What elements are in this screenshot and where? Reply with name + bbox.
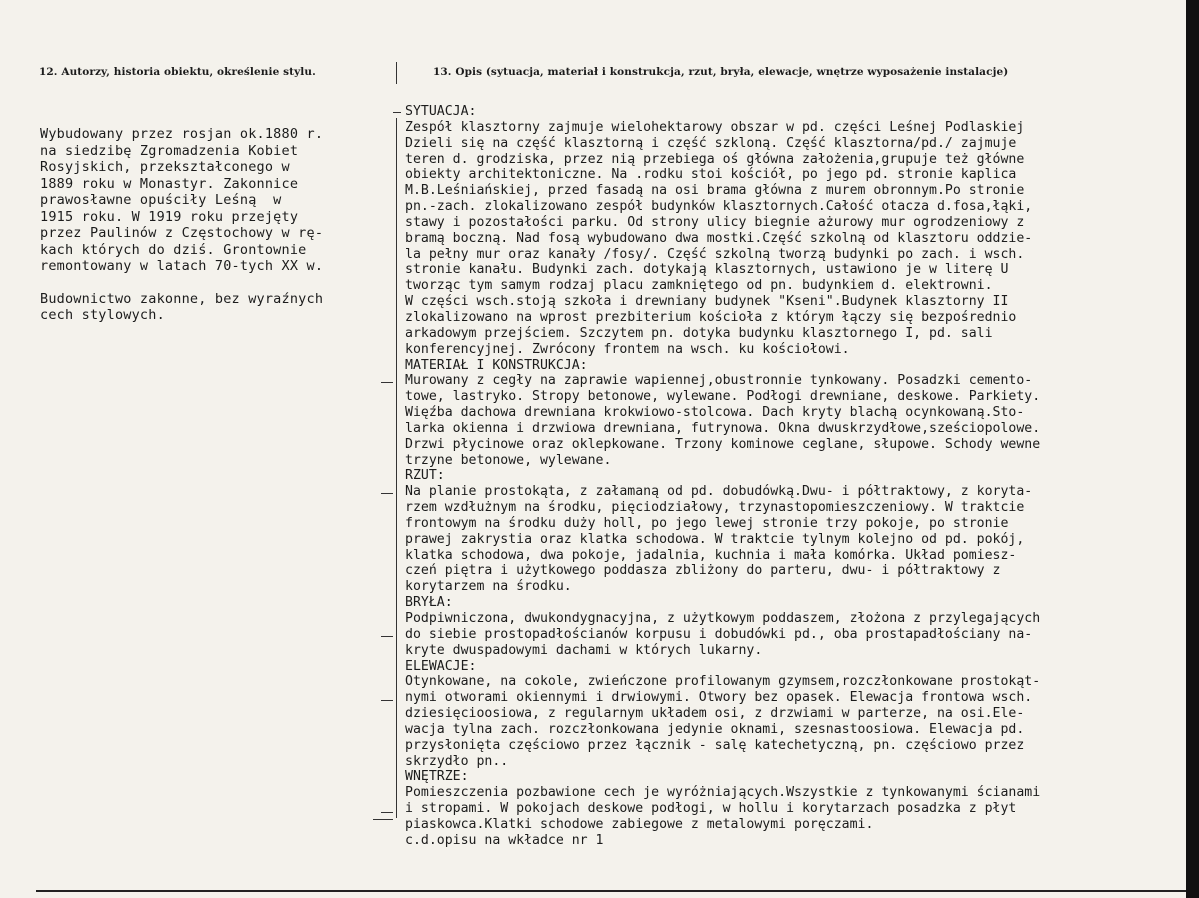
description-column xyxy=(405,104,1190,849)
section-text: Zespół klasztorny zajmuje wielohektarowy obszar w pd. części Leśnej Podlaskiej Dzieli się na część klasztorną i część szkloną. Część klasztorna/pd./ zajmuje teren d. grodziska, przez nią przebiega oś główna założenia,grupuje też główne obiekty architektoniczne. Na .rodku stoi kościół, po jego pd. stronie kaplica M.B.Leśniańskiej, przed fasadą na osi brama główna z murem obronnym.Po stronie pn.-zach. zlokalizowano zespół budynków klasztornych.Całość otacza d.fosa,łąki, stawy i pozostałości parku. Od strony ulicy biegnie ażurowy mur ogrodzeniowy z bramą boczną. Nad fosą wybudowano dwa mostki.Część szkolną od klasztoru oddzie- la pełny mur oraz kanały /fosy/. Część szkolną tworzą budynki po zach. i wsch. stronie kanału. Budynki zach. dotykają klasztornych, ustawiono je w literę U tworząc tym samym rodzaj placu zamkniętego od pn. budynkiem d. elektrowni. W części wsch.stoją szkoła i drewniany budynek "Kseni".Budynek klasztorny II zlokalizowano na wprost prezbiterium kościoła z którym łączy się bezpośrednio arkadowym przejściem. Szczytem pn. dotyka budynku klasztornego I, pd. sali konferencyjnej. Zwrócony frontem na wsch. ku kościołowi. xyxy=(405,119,1033,357)
section-elewacje xyxy=(405,659,1190,770)
history-text: Wybudowany przez rosjan ok.1880 r. na siedzibę Zgromadzenia Kobiet Rosyjskich, przekształconego w 1889 roku w Monastyr. Zakonnice prawosławne opuściły Leśną w 1915 roku. W 1919 roku przejęty przez Paulinów z Częstochowy w rę- kach których do dziś. Grontownie remontowany w latach 70-tych XX w. xyxy=(40,126,324,274)
section-heading: MATERIAŁ I KONSTRUKCJA: xyxy=(405,357,588,373)
section-heading: WNĘTRZE: xyxy=(405,769,469,785)
divider-tick xyxy=(393,112,401,113)
divider-tick xyxy=(373,819,393,820)
section-heading: RZUT: xyxy=(405,468,445,484)
style-text: Budownictwo zakonne, bez wyraźnych cech stylowych. xyxy=(40,290,324,323)
section-text: Pomieszczenia pozbawione cech je wyróżniających.Wszystkie z tynkowanymi ścianami i stropami. W pokojach deskowe podłogi, w hollu i korytarzach posadzka z płyt piaskowca.Klatki schodowe zabiegowe z metalowymi poręczami. c.d.opisu na wkładce nr 1 xyxy=(405,785,1041,848)
column-divider xyxy=(396,118,397,818)
section-rzut xyxy=(405,468,1190,595)
divider-tick xyxy=(381,700,393,701)
section-wnetrze xyxy=(405,769,1190,848)
divider-tick xyxy=(381,382,393,383)
divider-tick xyxy=(381,812,393,813)
header-description: 13. Opis (sytuacja, materiał i konstrukcja, rzut, bryła, elewacje, wnętrze wyposażenie instalacje) xyxy=(433,66,1009,78)
section-text: Murowany z cegły na zaprawie wapiennej,obustronnie tynkowany. Posadzki cemento- towe, lastryko. Stropy betonowe, wylewane. Podłogi drewniane, deskowe. Parkiety. Więźba dachowa drewniana krokwiowo-stolcowa. Dach kryty blachą ocynkowaną.Sto- larka okienna i drzwiowa drewniana, futrynowa. Okna dwuskrzydłowe,sześciopolowe. Drzwi płycinowe oraz oklepkowane. Trzony kominowe ceglane, słupowe. Schody wewne trzyne betonowe, wylewane. xyxy=(405,373,1041,468)
section-sytuacja xyxy=(405,104,1190,358)
section-heading: BRYŁA: xyxy=(405,595,453,611)
section-material xyxy=(405,358,1190,469)
section-bryla xyxy=(405,595,1190,658)
section-text: Na planie prostokąta, z załamaną od pd. dobudówką.Dwu- i półtraktowy, z koryta- rzem wzdłużnym na środku, pięciodziałowy, trzynastopomieszczeniowy. W traktcie frontowym na środku duży holl, po jego lewej stronie trzy pokoje, po stronie prawej zakrystia oraz klatka schodowa. W traktcie tylnym kolejno od pd. pokój, klatka schodowa, dwa pokoje, jadalnia, kuchnia i mała komórka. Układ pomiesz- czeń piętra i użytkowego poddasza zbliżony do parteru, dwu- i półtraktowy z korytarzem na środku. xyxy=(405,484,1033,595)
section-text: Podpiwniczona, dwukondygnacyjna, z użytkowym poddaszem, złożona z przylegających do siebie prostopadłościanów korpusu i dobudówki pd., oba prostapadłościany na- kryte dwuspadowymi dachami w których lukarny. xyxy=(405,611,1041,658)
section-heading: SYTUACJA: xyxy=(405,104,477,119)
divider-tick xyxy=(381,493,393,494)
divider-tick xyxy=(381,636,393,637)
bottom-rule xyxy=(36,890,1186,892)
section-heading: ELEWACJE: xyxy=(405,658,477,674)
section-text: Otynkowane, na cokole, zwieńczone profilowanym gzymsem,rozczłonkowane prostokąt- nymi otworami okiennymi i drwiowymi. Otwory bez opasek. Elewacja frontowa wsch. dziesięcioosiowa, z regularnym układem osi, z drzwiami w parterze, na osi.Ele- wacja tylna zach. rozczłonkowana jedynie oknami, szesnastoosiowa. Elewacja pd. przysłonięta częściowo przez łącznik - salę katechetyczną, pn. częściowo przez skrzydło pn.. xyxy=(405,674,1041,769)
header-authors-history: 12. Autorzy, historia obiektu, określenie stylu. xyxy=(39,66,316,78)
column-divider-top xyxy=(396,62,397,84)
history-column xyxy=(40,126,390,324)
